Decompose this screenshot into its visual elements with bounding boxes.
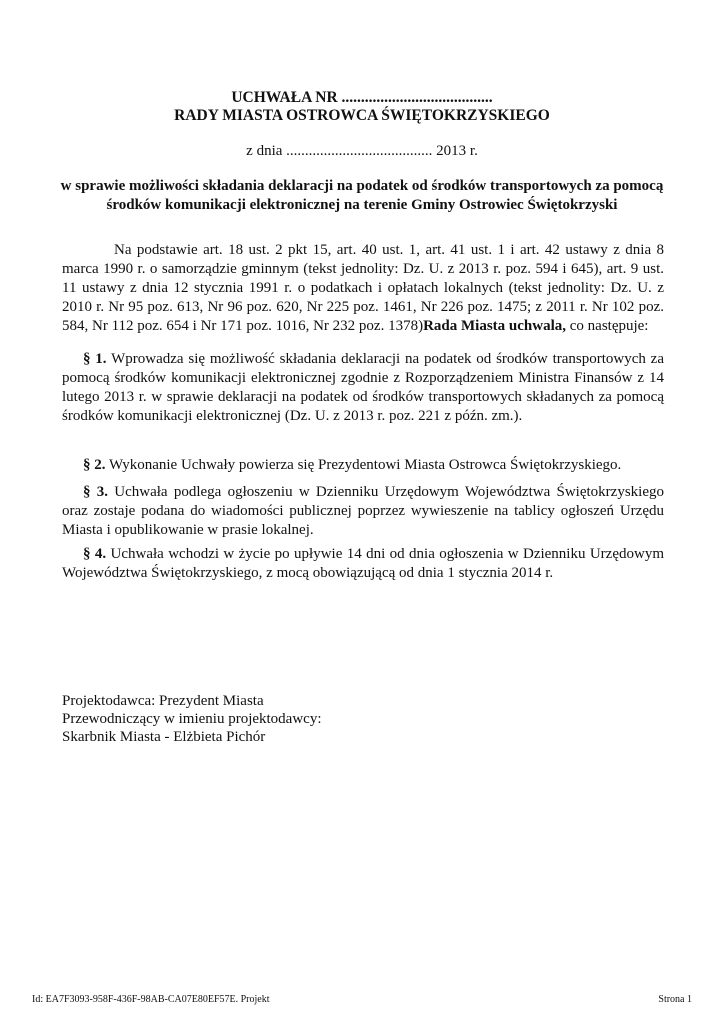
paragraph-2 — [62, 456, 664, 475]
resolution-title: UCHWAŁA NR ....................................... — [231, 89, 493, 106]
paragraph-3 — [62, 483, 664, 540]
drafter-line: Przewodniczący w imieniu projektodawcy: — [62, 711, 322, 727]
legal-basis-text: Na podstawie art. 18 ust. 2 pkt 15, art. 40 ust. 1, art. 41 ust. 1 i art. 42 ustawy z dnia 8 marca 1990 r. o samorządzie gminnym (tekst jednolity: Dz. U. z 2013 r. poz. 594 i 645), art. 9 ust. 11 ustawy z dnia 12 stycznia 1991 r. o podatkach i opłatach lokalnych (tekst jednolity: Dz. U. z 2010 r. Nr 95 poz. 613, Nr 96 poz. 620, Nr 225 poz. 1461, Nr 226 poz. 1475; z 2011 r. Nr 102 poz. 584, Nr 112 poz. 654 i Nr 171 poz. 1016, Nr 232 poz. 1378) — [62, 242, 664, 334]
paragraph-label: § 3. — [83, 484, 109, 500]
council-resolves: Rada Miasta uchwala, — [423, 318, 566, 334]
paragraph-text: Wykonanie Uchwały powierza się Prezydentowi Miasta Ostrowca Świętokrzyskiego. — [105, 457, 622, 473]
paragraph-1 — [62, 350, 664, 426]
paragraph-text: Uchwała wchodzi w życie po upływie 14 dni od dnia ogłoszenia w Dzienniku Urzędowym Województwa Świętokrzyskiego, z mocą obowiązującą od dnia 1 stycznia 2014 r. — [62, 546, 664, 581]
legal-basis-paragraph — [62, 241, 664, 336]
drafter-line: Projektodawca: Prezydent Miasta — [62, 693, 264, 709]
council-name: RADY MIASTA OSTROWCA ŚWIĘTOKRZYSKIEGO — [174, 107, 550, 124]
legal-basis-tail: co następuje: — [566, 318, 649, 334]
resolution-subject: w sprawie możliwości składania deklaracji na podatek od środków transportowych za pomocą środków komunikacji elektronicznej na terenie Gminy Ostrowiec Świętokrzyski — [60, 178, 664, 213]
page-number: Strona 1 — [658, 994, 692, 1005]
document-id: Id: EA7F3093-958F-436F-98AB-CA07E80EF57E. Projekt — [32, 994, 270, 1005]
paragraph-label: § 2. — [83, 457, 106, 473]
paragraph-text: Uchwała podlega ogłoszeniu w Dzienniku Urzędowym Województwa Świętokrzyskiego oraz zostaje podana do wiadomości publicznej poprzez wywieszenie na tablicy ogłoszeń Urzędu Miasta i opublikowanie w prasie lokalnej. — [62, 484, 664, 538]
paragraph-4 — [62, 545, 664, 583]
drafter-info — [62, 692, 322, 746]
paragraph-label: § 4. — [83, 546, 107, 562]
resolution-date: z dnia ....................................... 2013 r. — [246, 143, 478, 159]
paragraph-text: Wprowadza się możliwość składania deklaracji na podatek od środków transportowych za pomocą środków komunikacji elektronicznej zgodnie z Rozporządzeniem Ministra Finansów z 14 lutego 2013 r. w sprawie deklaracji na podatek od środków transportowych składanych za pomocą środków komunikacji elektronicznej (Dz. U. z 2013 r. poz. 221 z późn. zm.). — [62, 351, 665, 424]
drafter-line: Skarbnik Miasta - Elżbieta Pichór — [62, 729, 266, 745]
paragraph-label: § 1. — [83, 351, 107, 367]
